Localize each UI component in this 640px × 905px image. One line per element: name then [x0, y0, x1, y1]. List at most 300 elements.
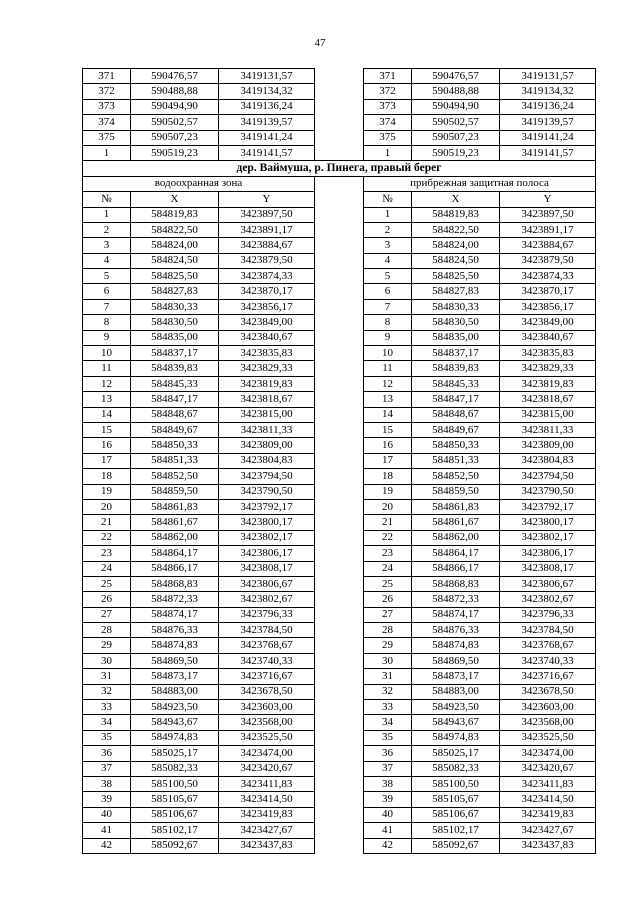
point-number: 1	[364, 207, 412, 222]
coord-y: 3423829,33	[500, 361, 596, 376]
point-number: 35	[83, 730, 131, 745]
coord-x: 584943,67	[412, 715, 500, 730]
point-number: 37	[83, 761, 131, 776]
point-number: 372	[83, 84, 131, 99]
column-header-x: X	[412, 192, 500, 207]
coord-y: 3423427,67	[500, 823, 596, 838]
point-number: 36	[364, 746, 412, 761]
table-row	[83, 546, 596, 561]
coord-x: 590494,90	[131, 99, 219, 114]
point-number: 29	[83, 638, 131, 653]
point-number: 34	[364, 715, 412, 730]
point-number: 32	[83, 684, 131, 699]
coord-x: 584835,00	[131, 330, 219, 345]
coord-x: 585025,17	[412, 746, 500, 761]
table-row	[83, 730, 596, 745]
coord-x: 590507,23	[412, 130, 500, 145]
table-row	[83, 361, 596, 376]
point-number: 37	[364, 761, 412, 776]
coord-x: 584824,50	[412, 253, 500, 268]
section-rows	[83, 207, 596, 853]
point-number: 26	[83, 592, 131, 607]
coord-x: 584874,17	[412, 607, 500, 622]
coord-y: 3423806,67	[500, 576, 596, 591]
table-row	[83, 207, 596, 222]
point-number: 9	[83, 330, 131, 345]
coord-x: 584864,17	[131, 546, 219, 561]
point-number: 11	[83, 361, 131, 376]
coord-x: 585102,17	[412, 823, 500, 838]
coord-y: 3423768,67	[500, 638, 596, 653]
point-number: 4	[364, 253, 412, 268]
coord-x: 584848,67	[131, 407, 219, 422]
coord-x: 584847,17	[412, 392, 500, 407]
coord-y: 3423603,00	[219, 700, 315, 715]
coord-x: 584876,33	[131, 623, 219, 638]
point-number: 20	[364, 499, 412, 514]
coord-x: 584861,67	[412, 515, 500, 530]
coord-y: 3423678,50	[500, 684, 596, 699]
coord-x: 584845,33	[131, 376, 219, 391]
coord-x: 584850,33	[412, 438, 500, 453]
coord-x: 584824,50	[131, 253, 219, 268]
coord-x: 584819,83	[131, 207, 219, 222]
coord-y: 3423792,17	[219, 499, 315, 514]
coord-x: 584974,83	[412, 730, 500, 745]
coord-x: 584923,50	[131, 700, 219, 715]
coord-y: 3423819,83	[500, 376, 596, 391]
column-header-y: Y	[219, 192, 315, 207]
coord-y: 3423870,17	[219, 284, 315, 299]
previous-section-rows	[83, 69, 596, 161]
coord-x: 584859,50	[131, 484, 219, 499]
coord-y: 3423811,33	[219, 422, 315, 437]
coord-y: 3423818,67	[500, 392, 596, 407]
table-row	[83, 561, 596, 576]
point-number: 42	[364, 838, 412, 853]
coord-y: 3423419,83	[500, 807, 596, 822]
coord-y: 3423891,17	[219, 222, 315, 237]
table-row	[83, 284, 596, 299]
coord-y: 3423525,50	[500, 730, 596, 745]
coord-x: 590507,23	[131, 130, 219, 145]
point-number: 34	[83, 715, 131, 730]
coord-y: 3423840,67	[219, 330, 315, 345]
point-number: 372	[364, 84, 412, 99]
point-number: 8	[83, 315, 131, 330]
coord-x: 584873,17	[131, 669, 219, 684]
point-number: 27	[83, 607, 131, 622]
coord-y: 3423815,00	[500, 407, 596, 422]
point-number: 375	[364, 130, 412, 145]
table-row	[83, 761, 596, 776]
coord-y: 3423849,00	[219, 315, 315, 330]
coord-y: 3423474,00	[219, 746, 315, 761]
point-number: 41	[83, 823, 131, 838]
coord-x: 584825,50	[412, 269, 500, 284]
table-row	[83, 715, 596, 730]
point-number: 371	[364, 69, 412, 84]
column-header-x: X	[131, 192, 219, 207]
coord-y: 3423437,83	[500, 838, 596, 853]
coord-x: 584974,83	[131, 730, 219, 745]
table-row	[83, 130, 596, 145]
coord-y: 3419131,57	[219, 69, 315, 84]
coord-y: 3423794,50	[219, 469, 315, 484]
point-number: 3	[364, 238, 412, 253]
left-zone-title: водоохранная зона	[83, 176, 315, 191]
coord-y: 3423879,50	[500, 253, 596, 268]
point-number: 375	[83, 130, 131, 145]
coord-y: 3423802,67	[219, 592, 315, 607]
point-number: 2	[83, 222, 131, 237]
coord-x: 590494,90	[412, 99, 500, 114]
point-number: 28	[83, 623, 131, 638]
coord-x: 584872,33	[412, 592, 500, 607]
coord-y: 3423794,50	[500, 469, 596, 484]
coord-y: 3423716,67	[219, 669, 315, 684]
coord-x: 584848,67	[412, 407, 500, 422]
coord-y: 3423784,50	[219, 623, 315, 638]
point-number: 7	[83, 299, 131, 314]
coord-x: 584830,50	[412, 315, 500, 330]
column-header-y: Y	[500, 192, 596, 207]
table-row	[83, 422, 596, 437]
coord-y: 3423790,50	[500, 484, 596, 499]
coord-x: 584835,00	[412, 330, 500, 345]
point-number: 31	[364, 669, 412, 684]
coord-x: 584850,33	[131, 438, 219, 453]
point-number: 22	[83, 530, 131, 545]
coord-y: 3423796,33	[500, 607, 596, 622]
table-row	[83, 84, 596, 99]
coord-x: 584874,17	[131, 607, 219, 622]
coord-x: 584845,33	[412, 376, 500, 391]
coord-x: 584864,17	[412, 546, 500, 561]
point-number: 30	[83, 653, 131, 668]
coord-y: 3419141,57	[219, 145, 315, 160]
coord-y: 3423891,17	[500, 222, 596, 237]
section-header	[83, 161, 596, 207]
coord-y: 3419141,57	[500, 145, 596, 160]
coord-x: 584839,83	[131, 361, 219, 376]
coord-y: 3419139,57	[500, 115, 596, 130]
coord-y: 3423808,17	[219, 561, 315, 576]
point-number: 5	[83, 269, 131, 284]
coord-x: 584830,33	[412, 299, 500, 314]
coord-y: 3423800,17	[500, 515, 596, 530]
coord-y: 3423856,17	[219, 299, 315, 314]
point-number: 9	[364, 330, 412, 345]
coord-x: 584869,50	[412, 653, 500, 668]
point-number: 12	[364, 376, 412, 391]
table-row	[83, 69, 596, 84]
coord-x: 585105,67	[131, 792, 219, 807]
coord-x: 584861,83	[131, 499, 219, 514]
coord-x: 585092,67	[412, 838, 500, 853]
coord-x: 584830,50	[131, 315, 219, 330]
coord-y: 3423411,83	[500, 776, 596, 791]
point-number: 39	[83, 792, 131, 807]
coord-x: 584830,33	[131, 299, 219, 314]
point-number: 23	[364, 546, 412, 561]
coord-x: 585106,67	[131, 807, 219, 822]
coord-y: 3419131,57	[500, 69, 596, 84]
table-row	[83, 330, 596, 345]
coord-y: 3423568,00	[219, 715, 315, 730]
table-row	[83, 623, 596, 638]
coord-y: 3423474,00	[500, 746, 596, 761]
table-row	[83, 838, 596, 853]
coord-x: 584866,17	[412, 561, 500, 576]
coord-x: 584822,50	[412, 222, 500, 237]
coord-y: 3423603,00	[500, 700, 596, 715]
coord-x: 590502,57	[412, 115, 500, 130]
coord-x: 584825,50	[131, 269, 219, 284]
coord-x: 584824,00	[131, 238, 219, 253]
coord-y: 3419141,24	[219, 130, 315, 145]
coord-x: 584883,00	[131, 684, 219, 699]
point-number: 33	[364, 700, 412, 715]
coord-y: 3419136,24	[500, 99, 596, 114]
table-row	[83, 653, 596, 668]
point-number: 25	[83, 576, 131, 591]
point-number: 2	[364, 222, 412, 237]
table-row	[83, 115, 596, 130]
coord-x: 584872,33	[131, 592, 219, 607]
point-number: 14	[364, 407, 412, 422]
coord-x: 584827,83	[131, 284, 219, 299]
coord-y: 3423815,00	[219, 407, 315, 422]
point-number: 26	[364, 592, 412, 607]
point-number: 8	[364, 315, 412, 330]
point-number: 41	[364, 823, 412, 838]
table-row	[83, 438, 596, 453]
table-row	[83, 746, 596, 761]
coord-x: 585092,67	[131, 838, 219, 853]
point-number: 11	[364, 361, 412, 376]
coord-y: 3419134,32	[500, 84, 596, 99]
table-row	[83, 299, 596, 314]
coord-x: 584837,17	[131, 346, 219, 361]
coord-y: 3423874,33	[219, 269, 315, 284]
point-number: 1	[364, 145, 412, 160]
coord-y: 3423784,50	[500, 623, 596, 638]
coord-y: 3419141,24	[500, 130, 596, 145]
coord-y: 3423414,50	[500, 792, 596, 807]
coord-x: 584849,67	[131, 422, 219, 437]
coord-y: 3423829,33	[219, 361, 315, 376]
point-number: 25	[364, 576, 412, 591]
coord-x: 584876,33	[412, 623, 500, 638]
coord-y: 3423835,83	[500, 346, 596, 361]
coord-x: 584923,50	[412, 700, 500, 715]
coord-x: 584861,83	[412, 499, 500, 514]
point-number: 40	[364, 807, 412, 822]
point-number: 20	[83, 499, 131, 514]
coord-y: 3423835,83	[219, 346, 315, 361]
coord-x: 584827,83	[412, 284, 500, 299]
table-row	[83, 407, 596, 422]
point-number: 42	[83, 838, 131, 853]
table-row	[83, 607, 596, 622]
page-number: 47	[314, 37, 326, 49]
table-row	[83, 453, 596, 468]
point-number: 19	[83, 484, 131, 499]
coord-y: 3419139,57	[219, 115, 315, 130]
point-number: 23	[83, 546, 131, 561]
coord-x: 585100,50	[412, 776, 500, 791]
coord-x: 584837,17	[412, 346, 500, 361]
coord-y: 3423804,83	[500, 453, 596, 468]
coord-y: 3423792,17	[500, 499, 596, 514]
coord-y: 3423420,67	[219, 761, 315, 776]
coord-x: 584839,83	[412, 361, 500, 376]
coord-y: 3423800,17	[219, 515, 315, 530]
coord-x: 584852,50	[412, 469, 500, 484]
coord-y: 3423768,67	[219, 638, 315, 653]
point-number: 1	[83, 145, 131, 160]
point-number: 1	[83, 207, 131, 222]
coord-y: 3423897,50	[500, 207, 596, 222]
right-zone-title: прибрежная защитная полоса	[364, 176, 596, 191]
coord-x: 584873,17	[412, 669, 500, 684]
point-number: 21	[83, 515, 131, 530]
point-number: 30	[364, 653, 412, 668]
coord-y: 3423525,50	[219, 730, 315, 745]
point-number: 14	[83, 407, 131, 422]
coord-y: 3423884,67	[219, 238, 315, 253]
point-number: 373	[83, 99, 131, 114]
coord-y: 3423811,33	[500, 422, 596, 437]
point-number: 15	[83, 422, 131, 437]
point-number: 31	[83, 669, 131, 684]
coord-x: 585082,33	[412, 761, 500, 776]
table-row	[83, 669, 596, 684]
point-number: 18	[83, 469, 131, 484]
table-row	[83, 315, 596, 330]
table-row	[83, 253, 596, 268]
coord-y: 3423414,50	[219, 792, 315, 807]
point-number: 13	[364, 392, 412, 407]
coord-x: 585102,17	[131, 823, 219, 838]
table-row	[83, 700, 596, 715]
point-number: 373	[364, 99, 412, 114]
point-number: 39	[364, 792, 412, 807]
column-header-number: №	[83, 192, 131, 207]
coord-y: 3423678,50	[219, 684, 315, 699]
coord-y: 3419134,32	[219, 84, 315, 99]
coord-y: 3423870,17	[500, 284, 596, 299]
coord-y: 3423740,33	[500, 653, 596, 668]
table-row	[83, 484, 596, 499]
coord-y: 3419136,24	[219, 99, 315, 114]
coord-y: 3423879,50	[219, 253, 315, 268]
coord-x: 590476,57	[131, 69, 219, 84]
table-row	[83, 792, 596, 807]
coord-y: 3423716,67	[500, 669, 596, 684]
coord-x: 585025,17	[131, 746, 219, 761]
coord-x: 584868,83	[131, 576, 219, 591]
table-row	[83, 515, 596, 530]
coord-x: 584862,00	[131, 530, 219, 545]
coord-x: 584943,67	[131, 715, 219, 730]
point-number: 10	[83, 346, 131, 361]
point-number: 5	[364, 269, 412, 284]
coord-x: 584883,00	[412, 684, 500, 699]
coord-y: 3423806,17	[500, 546, 596, 561]
table-row	[83, 823, 596, 838]
coord-x: 584824,00	[412, 238, 500, 253]
coord-y: 3423796,33	[219, 607, 315, 622]
point-number: 38	[364, 776, 412, 791]
coord-x: 584819,83	[412, 207, 500, 222]
coord-x: 584822,50	[131, 222, 219, 237]
coord-x: 584862,00	[412, 530, 500, 545]
table-row	[83, 269, 596, 284]
coord-x: 584859,50	[412, 484, 500, 499]
coord-y: 3423437,83	[219, 838, 315, 853]
table-row	[83, 99, 596, 114]
coord-x: 590488,88	[131, 84, 219, 99]
coord-y: 3423420,67	[500, 761, 596, 776]
coord-x: 584861,67	[131, 515, 219, 530]
point-number: 18	[364, 469, 412, 484]
point-number: 12	[83, 376, 131, 391]
point-number: 3	[83, 238, 131, 253]
coord-x: 584852,50	[131, 469, 219, 484]
coord-x: 590476,57	[412, 69, 500, 84]
coord-x: 590519,23	[131, 145, 219, 160]
coord-x: 584868,83	[412, 576, 500, 591]
point-number: 4	[83, 253, 131, 268]
coord-x: 590519,23	[412, 145, 500, 160]
coord-y: 3423568,00	[500, 715, 596, 730]
point-number: 10	[364, 346, 412, 361]
coord-x: 584874,83	[131, 638, 219, 653]
coord-y: 3423856,17	[500, 299, 596, 314]
point-number: 40	[83, 807, 131, 822]
coord-x: 590502,57	[131, 115, 219, 130]
coord-x: 584869,50	[131, 653, 219, 668]
coord-y: 3423802,17	[500, 530, 596, 545]
table-row	[83, 376, 596, 391]
coord-x: 585105,67	[412, 792, 500, 807]
point-number: 21	[364, 515, 412, 530]
table-row	[83, 776, 596, 791]
coord-y: 3423808,17	[500, 561, 596, 576]
point-number: 17	[83, 453, 131, 468]
coord-y: 3423884,67	[500, 238, 596, 253]
coord-x: 584851,33	[131, 453, 219, 468]
point-number: 32	[364, 684, 412, 699]
table-row	[83, 530, 596, 545]
point-number: 16	[83, 438, 131, 453]
section-title: дер. Ваймуша, р. Пинега, правый берег	[83, 161, 596, 176]
coord-x: 584847,17	[131, 392, 219, 407]
table-row	[83, 222, 596, 237]
coord-y: 3423427,67	[219, 823, 315, 838]
point-number: 7	[364, 299, 412, 314]
point-number: 22	[364, 530, 412, 545]
coord-y: 3423809,00	[500, 438, 596, 453]
coord-y: 3423806,67	[219, 576, 315, 591]
point-number: 374	[83, 115, 131, 130]
point-number: 24	[364, 561, 412, 576]
coord-y: 3423840,67	[500, 330, 596, 345]
point-number: 13	[83, 392, 131, 407]
table-row	[83, 346, 596, 361]
